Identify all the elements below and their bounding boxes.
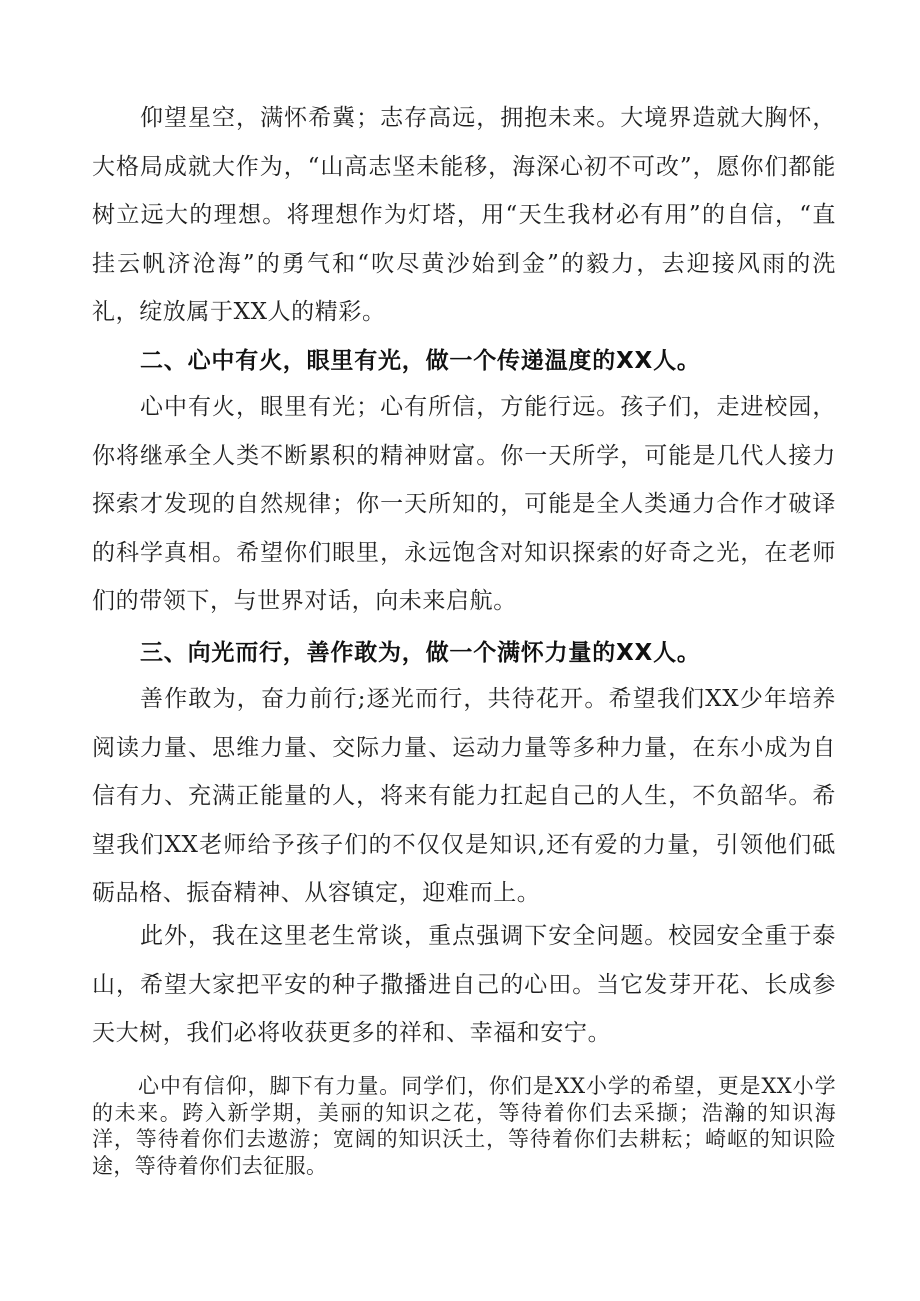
paragraph-closing: 心中有信仰，脚下有力量。同学们，你们是XX小学的希望，更是XX小学的未来。跨入新学期，美丽的知识之花，等待着你们去采撷；浩瀚的知识海洋，等待着你们去遨游；宽阔的知识沃土，等待着你们去耕耘；崎岖的知识险途，等待着你们去征服。 <box>92 1074 836 1178</box>
paragraph-safety: 此外，我在这里老生常谈，重点强调下安全问题。校园安全重于泰山，希望大家把平安的种子撒播进自己的心田。当它发芽开花、长成参天大树，我们必将收获更多的祥和、幸福和安宁。 <box>92 923 836 1046</box>
paragraph-ideals: 仰望星空，满怀希冀；志存高远，拥抱未来。大境界造就大胸怀，大格局成就大作为，“山高志坚未能移，海深心初不可改”，愿你们都能树立远大的理想。将理想作为灯塔，用“天生我材必有用”的自信，“直挂云帆济沧海”的勇气和“吹尽黄沙始到金”的毅力，去迎接风雨的洗礼，绽放属于XX人的精彩。 <box>92 105 836 325</box>
paragraph-warmth: 心中有火，眼里有光；心有所信，方能行远。孩子们，走进校园，你将继承全人类不断累积的精神财富。你一天所学，可能是几代人接力探索才发现的自然规律；你一天所知的，可能是全人类通力合作才破译的科学真相。希望你们眼里，永远饱含对知识探索的好奇之光，在老师们的带领下，与世界对话，向未来启航。 <box>92 394 836 614</box>
paragraph-strength: 善作敢为，奋力前行;逐光而行，共待花开。希望我们XX少年培养阅读力量、思维力量、交际力量、运动力量等多种力量，在东小成为自信有力、充满正能量的人，将来有能力扛起自己的人生，不负韶华。希望我们XX老师给予孩子们的不仅仅是知识,还有爱的力量，引领他们砥砺品格、振奋精神、从容镇定，迎难而上。 <box>92 686 836 906</box>
section-heading-warmth: 二、心中有火，眼里有光，做一个传递温度的XX人。 <box>140 348 701 374</box>
section-heading-strength: 三、向光而行，善作敢为，做一个满怀力量的XX人。 <box>140 640 701 666</box>
